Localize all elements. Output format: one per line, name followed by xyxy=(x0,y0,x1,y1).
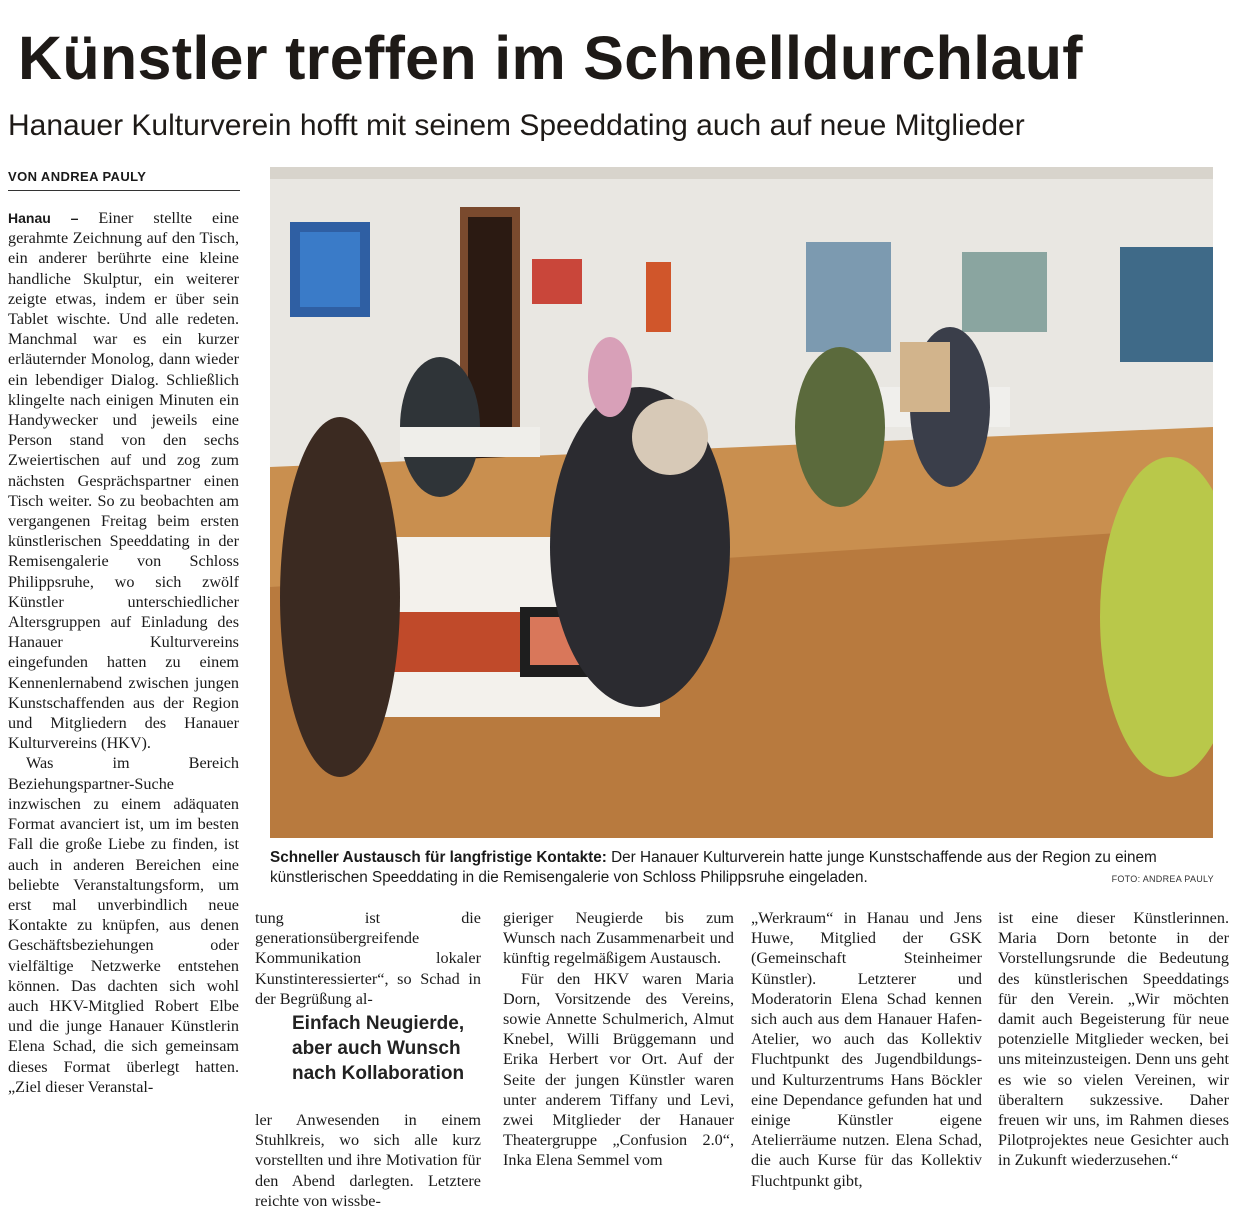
column-5-text: ist eine dieser Künstlerinnen. Maria Dorn betonte in der Vorstellungsrunde die Bedeutung des künstlerischen Speeddatings für den Verein. „Wir möchten damit auch Begeisterung für neue potenzielle Mitglieder wecken, bei uns miteinzusteigen. Denn uns geht es wie so vielen Vereinen, wir überaltern sukzessive. Daher freuen wir uns, im Rahmen dieses Pilotprojektes neue Gesichter auch in Zukunft wiederzusehen.“ xyxy=(998,909,1229,1170)
column-2-bottom-text: ler Anwesenden in einem Stuhlkreis, wo sich alle kurz vorstellten und ihre Motivation für den Abend darlegten. Letztere reichte von wissbe- xyxy=(255,1111,481,1210)
article-column-4 xyxy=(751,908,982,1191)
subheadline: Hanauer Kulturverein hofft mit seinem Speeddating auch auf neue Mitglieder xyxy=(8,109,1025,142)
article-column-3 xyxy=(503,908,734,1171)
pull-quote: Einfach Neugierde, aber auch Wunsch nach Kollaboration xyxy=(292,1013,465,1084)
headline: Künstler treffen im Schnelldurchlauf xyxy=(18,24,1083,92)
article-column-5 xyxy=(998,908,1229,1171)
column-4-text: „Werkraum“ in Hanau und Jens Huwe, Mitglied der GSK (Gemeinschaft Steinheimer Künstler). Letzterer und Moderatorin Elena Schad kennen sich auch aus dem Hanauer Hafen-Atelier, wo auch das Kollektiv Fluchtpunkt des Jugendbildungs- und Kulturzentrums Hans Böckler eine Dependance gefunden hat und einige Künstler eigene Atelierräume nutzen. Elena Schad, die auch Kurse für das Kollektiv Fluchtpunkt gibt, xyxy=(751,909,982,1190)
column-3-paragraph-2: Für den HKV waren Maria Dorn, Vorsitzende des Vereins, sowie Annette Schulmerich, Almut Knebel, Willi Brüggemann und Erika Herbert vor Ort. Auf der Seite der jungen Künstler waren unter anderem Tiffany und Levi, zwei Mitglieder der Hanauer Theatergruppe „Confusion 2.0“, Inka Elena Semmel vom xyxy=(503,969,734,1170)
paragraph-1: Einer stellte eine gerahmte Zeichnung auf den Tisch, ein anderer berührte eine kleine handliche Skulptur, ein weiterer zeigte etwas, indem er über sein Tablet wischte. Und alle redeten. Manchmal war es ein kurzer erläuternder Monolog, dann wieder ein lebendiger Dialog. Schließlich klingelte nach einigen Minuten ein Handywecker und jeweils eine Person stand von den sechs Zweiertischen auf und zog zum nächsten Gesprächspartner einen Tisch weiter. So zu beobachten am vergangenen Freitag beim ersten künstlerischen Speeddating in der Remisengalerie von Schloss Philippsruhe, wo sich zwölf Künstler unterschiedlicher Altersgruppen auf Einladung des Hanauer Kulturvereins eingefunden hatten zu einem Kennenlernabend zwischen jungen Kunstschaffenden aus der Region und Mitgliedern des Hanauer Kulturvereins (HKV). xyxy=(8,209,239,753)
article-column-1 xyxy=(8,208,239,1097)
column-2-top-text: tung ist die generationsübergreifende Kommunikation lokaler Kunstinteressierter“, so Schad in der Begrüßung al- xyxy=(255,909,481,1008)
article-photo xyxy=(270,167,1213,838)
column-3-paragraph-1: gieriger Neugierde bis zum Wunsch nach Zusammenarbeit und künftig regelmäßigem Austausch. xyxy=(503,909,734,968)
dateline: Hanau – xyxy=(8,210,79,226)
photo-credit: FOTO: ANDREA PAULY xyxy=(1111,874,1214,884)
caption-text: Der Hanauer Kulturverein hatte junge Kunstschaffende aus der Region zu einem künstlerischen Speeddating in die Remisengalerie von Schloss Philippsruhe eingeladen. xyxy=(270,849,1157,886)
byline: VON ANDREA PAULY xyxy=(8,168,240,191)
photo-caption xyxy=(270,848,1215,888)
article-column-2-bottom xyxy=(255,1110,481,1211)
caption-lead: Schneller Austausch für langfristige Kontakte: xyxy=(270,849,607,866)
article-column-2 xyxy=(255,908,481,1009)
paragraph-2: Was im Bereich Beziehungspartner-Suche inzwischen zu einem adäquaten Format avanciert ist, um im besten Fall die große Liebe zu finden, ist auch in anderen Bereichen eine beliebte Veranstaltungsform, um erst mal unverbindlich neue Kontakte zu knüpfen, aus denen Geschäftsbeziehungen oder vielfältige Netzwerke entstehen können. Das dachten sich wohl auch HKV-Mitglied Robert Elbe und die junge Hanauer Künstlerin Elena Schad, die sich gemeinsam dieses Format überlegt hatten. „Ziel dieser Veranstal- xyxy=(8,754,239,1096)
